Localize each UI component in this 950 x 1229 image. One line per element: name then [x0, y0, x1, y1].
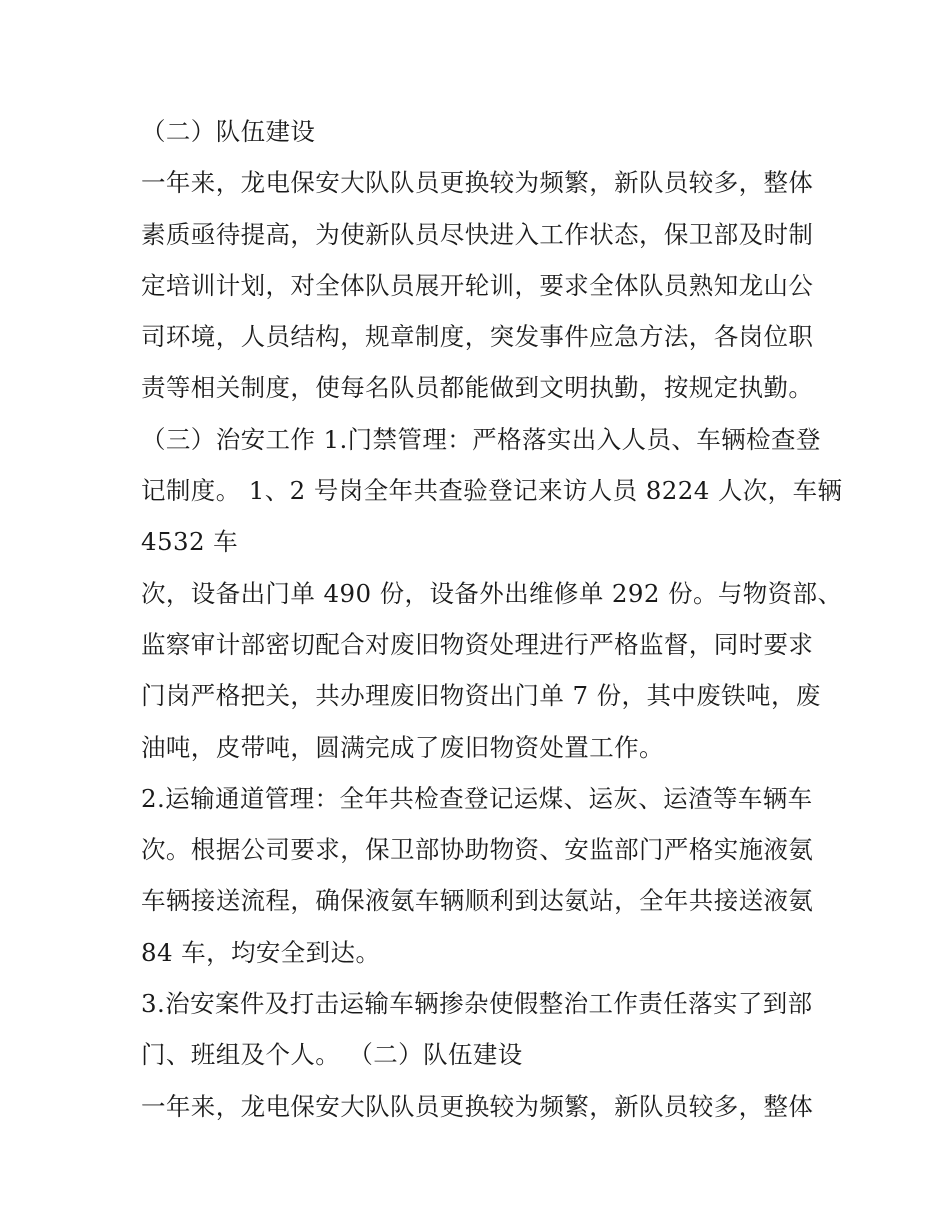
text-line: 责等相关制度，使每名队员都能做到文明执勤，按规定执勤。: [141, 373, 814, 403]
text-line: 司环境，人员结构，规章制度，突发事件应急方法，各岗位职: [141, 322, 814, 352]
text-line: 定培训计划，对全体队员展开轮训，要求全体队员熟知龙山公: [141, 270, 814, 300]
text-line: 门岗严格把关，共办理废旧物资出门单 7 份，其中废铁吨，废: [141, 681, 821, 711]
text-line: 记制度。 1、2 号岗全年共查验登记来访人员 8224 人次，车辆: [141, 476, 843, 506]
text-line: 素质亟待提高，为使新队员尽快进入工作状态，保卫部及时制: [141, 219, 814, 249]
text-line: 一年来，龙电保安大队队员更换较为频繁，新队员较多，整体: [141, 168, 814, 198]
text-line: 4532 车: [141, 527, 239, 557]
text-line: 油吨，皮带吨，圆满完成了废旧物资处置工作。: [141, 732, 664, 762]
text-line: 一年来，龙电保安大队队员更换较为频繁，新队员较多，整体: [141, 1091, 814, 1121]
text-line: 监察审计部密切配合对废旧物资处理进行严格监督，同时要求: [141, 629, 814, 659]
text-line: 2.运输通道管理：全年共检查登记运煤、运灰、运渣等车辆车: [141, 783, 813, 813]
section-heading-security-work: （三）治安工作 1.门禁管理：严格落实出入人员、车辆检查登: [141, 424, 821, 454]
text-line: 门、班组及个人。 （二）队伍建设: [141, 1040, 523, 1070]
section-heading-team-building: （二）队伍建设: [141, 117, 316, 146]
text-line: 车辆接送流程，确保液氨车辆顺利到达氨站，全年共接送液氨: [141, 886, 814, 916]
document-body: [141, 106, 843, 1132]
text-line: 84 车，均安全到达。: [141, 937, 381, 967]
text-line: 次，设备出门单 490 份，设备外出维修单 292 份。与物资部、: [141, 578, 843, 608]
text-line: 次。根据公司要求，保卫部协助物资、安监部门严格实施液氨: [141, 835, 814, 865]
text-line: 3.治安案件及打击运输车辆掺杂使假整治工作责任落实了到部: [141, 989, 813, 1019]
